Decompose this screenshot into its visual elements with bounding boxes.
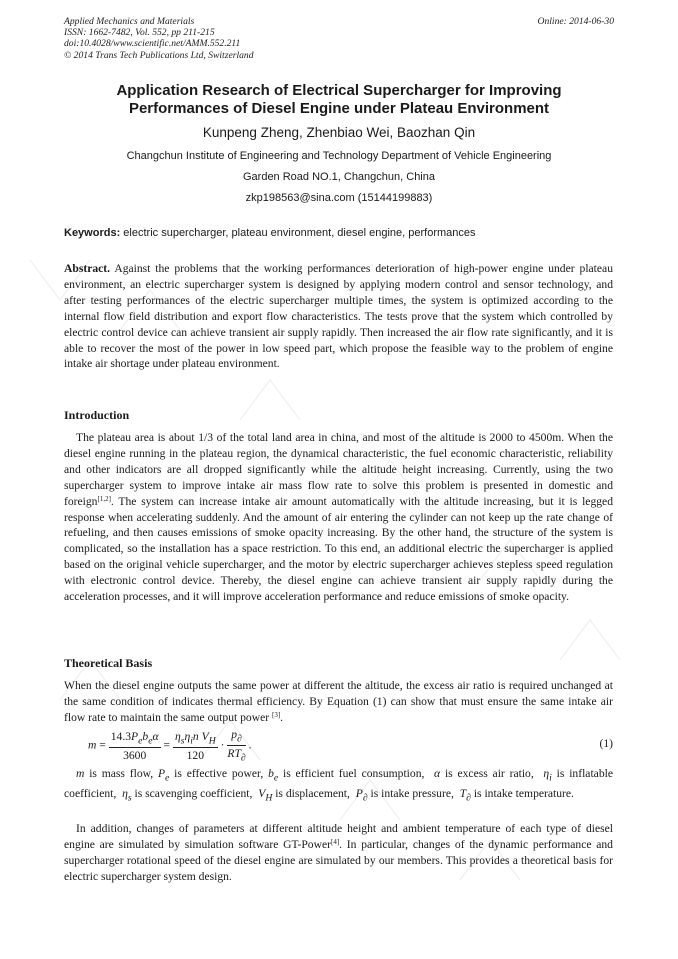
abstract-label: Abstract. xyxy=(64,262,111,275)
abstract xyxy=(64,261,613,372)
equation-number: (1) xyxy=(599,737,613,750)
copyright-line: © 2014 Trans Tech Publications Ltd, Switzerland xyxy=(64,49,254,61)
eq-den-1: 3600 xyxy=(123,748,147,762)
theory-paragraph-2: m is mass flow, $P_e$ is effective power, $b_e$ is efficient fuel consumption, α is excess air ratio, $\eta_i$ is inflatable coefficient, $\eta_s$ is scavenging coefficient, $V_H$ is displacement, $P_\partial$ is intake pressure, $T_\partial$ is intake temperature. xyxy=(64,767,613,804)
doi-line: doi:10.4028/www.scientific.net/AMM.552.211 xyxy=(64,38,241,50)
section-heading-introduction: Introduction xyxy=(64,408,130,422)
journal-name: Applied Mechanics and Materials xyxy=(64,16,195,27)
title-line-2: Performances of Diesel Engine under Plateau Environment xyxy=(128,100,550,117)
theory-paragraph-1: When the diesel engine outputs the same power at different the altitude, the excess air ratio is required unchanged at the same condition of indicates thermal efficiency. By Equation (1) can show that must ensure the same intake air flow rate to maintain the same output power [3]. xyxy=(64,679,613,724)
keywords-label: Keywords: xyxy=(64,227,121,239)
issn-line: ISSN: 1662-7482, Vol. 552, pp 211-215 xyxy=(64,27,215,39)
title-line-1: Application Research of Electrical Supercharger for Improving xyxy=(116,82,562,99)
keywords-text: electric supercharger, plateau environment, diesel engine, performances xyxy=(120,227,476,239)
theory-paragraph-3 xyxy=(64,821,613,885)
theory-text-3b: . In particular, changes of the dynamic performance and supercharger rotational speed of the diesel engine are simulated by our members. This provides a theoretical basis for electric supercharger system design. xyxy=(64,837,613,883)
section-heading-theory: Theoretical Basis xyxy=(64,656,153,670)
citation-3: [3] xyxy=(272,710,281,719)
journal-header xyxy=(64,16,254,61)
authors: Kunpeng Zheng, Zhenbiao Wei, Baozhan Qin xyxy=(202,125,476,140)
abstract-text: Against the problems that the working performances deterioration of high-power engine under plateau environment, an electric supercharger system is designed by applying modern control and sensor technology, and after testing performances of the electric supercharger multiple times, the system is optimized according to the internal flow field distribution and export flow characteristics. The tests prove that the system which controlled by electric control device can achieve transient air supply rapidly. Then increased the air flow rate significantly, and it is able to recover the most of the power in low speed part, which propose the feasible way to the problem of engine intake air shortage under plateau environment. xyxy=(64,262,613,371)
contact: zkp198563@sina.com (15144199883) xyxy=(245,192,433,204)
theory-text-1: When the diesel engine outputs the same power at different the altitude, the excess air ratio is required unchanged at the same condition of indicates thermal efficiency. By Equation (1) can show that must ensure the same intake air flow rate to maintain the same output power xyxy=(64,679,613,724)
intro-text-b: . The system can increase intake air amount automatically with the altitude increasing, but it is legged response when accelerating suddenly. And the amount of air entering the cylinder can not keep up the rate change of refueling, and then causes emissions of smoke opacity increasing. By the other hand, the structure of the system is complicated, so the installation has a space restriction. To this end, an additional electric the supercharger is applied based on the original vehicle supercharger, and the motor by electric supercharger achieves stepless speed regulation with electronic control device. Thereby, the diesel engine can achieve transient air supply rapidly during the acceleration processes, and it will improve acceleration performance and reduce emissions of smoke opacity. xyxy=(64,494,613,604)
online-date: Online: 2014-06-30 xyxy=(537,16,614,27)
eq-den-2: 120 xyxy=(186,748,204,762)
intro-text-a: The plateau area is about 1/3 of the total land area in china, and most of the altitude is 2000 to 4500m. When the diesel engine running in the plateau region, the dynamical characteristic, the fuel economic characteristic, reliability and other indicators are all dropped significantly while the altitude height increasing. Currently, using the two supercharger system to improve intake air mass flow rate to solve this problem is presented in domestic and foreign xyxy=(64,431,613,508)
equation-1: m = $\frac{14.3P_eb_e\alpha}{3600}$ = $\frac{\eta_s\eta_in V_H}{120}$ · $\frac{p_\partial}{RT_\partial}$ . (1) xyxy=(88,728,613,764)
introduction-paragraph xyxy=(64,430,613,605)
address: Garden Road NO.1, Changchun, China xyxy=(242,171,435,183)
theory-text-3a: In addition, changes of parameters at different altitude height and ambient temperature of each type of diesel engine are simulated by simulation software GT-Power xyxy=(64,822,613,851)
citation-4: [4] xyxy=(330,837,340,846)
citation-1-2: [1,2] xyxy=(97,494,111,503)
affiliation: Changchun Institute of Engineering and Technology Department of Vehicle Engineering xyxy=(126,150,552,162)
keywords xyxy=(64,227,624,239)
paper-title xyxy=(40,82,638,118)
